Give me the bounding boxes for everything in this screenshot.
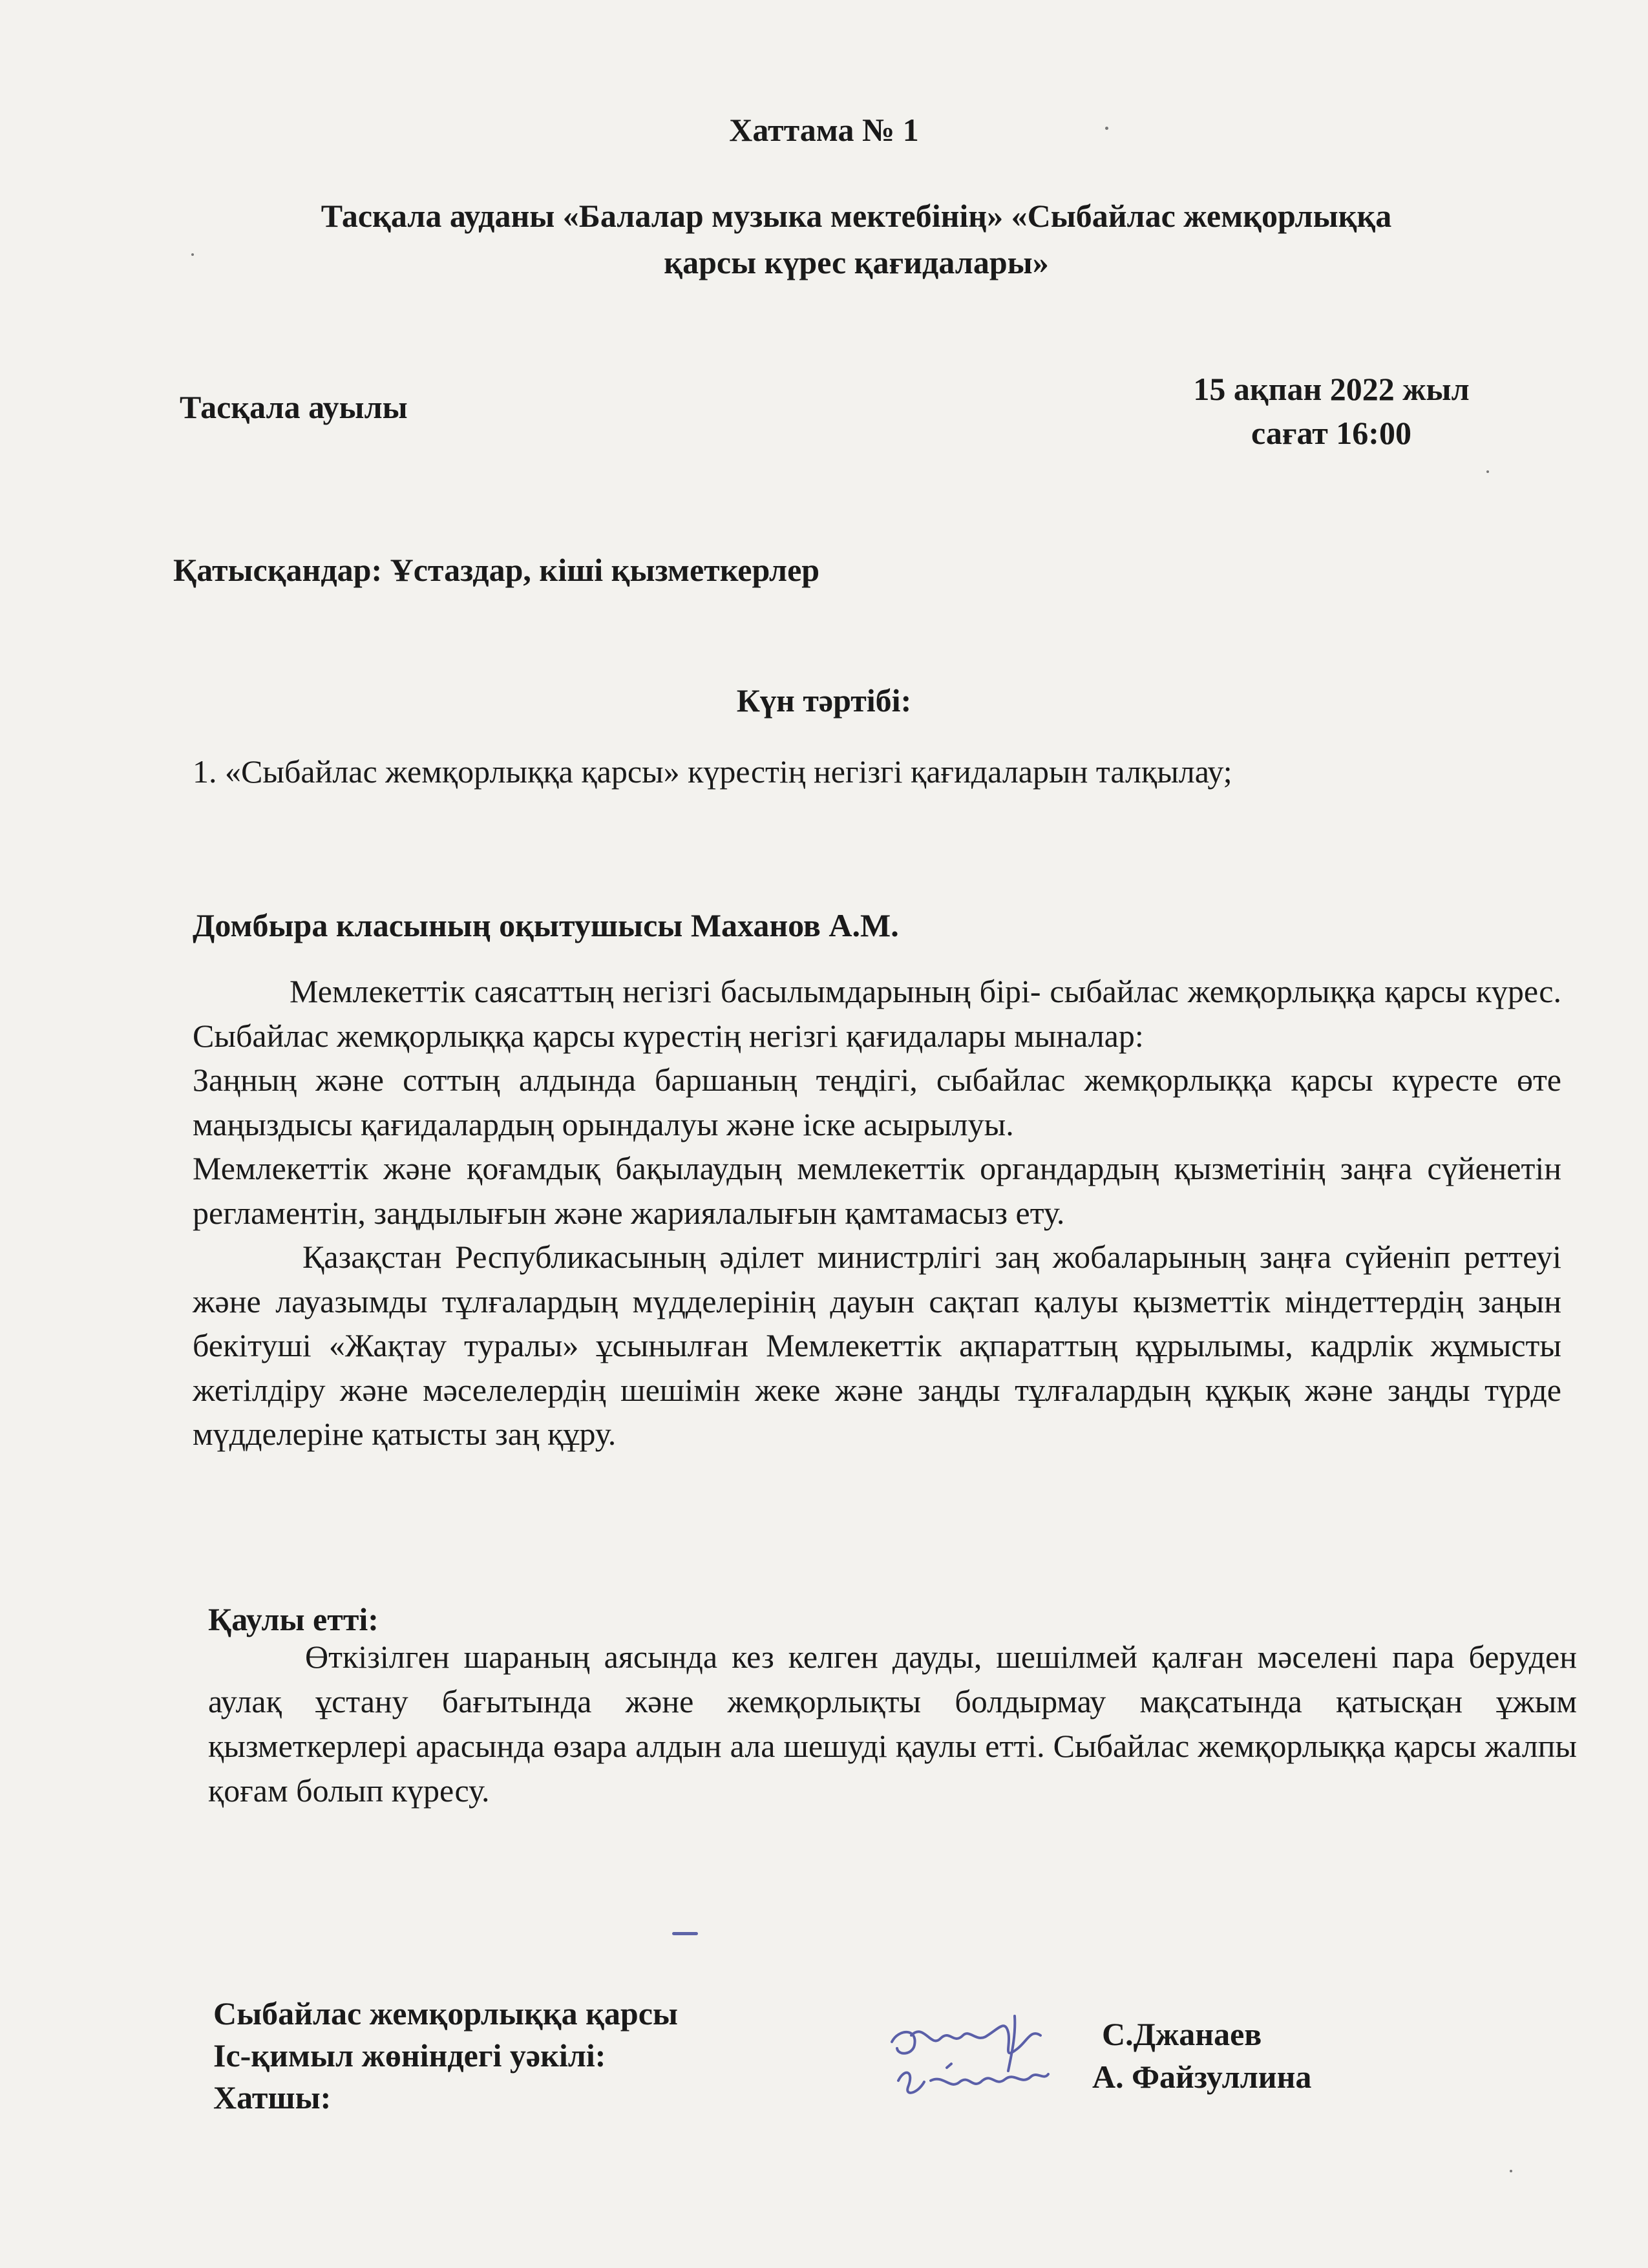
subtitle-line-2: қарсы күрес қағидалары» [664, 244, 1049, 280]
speaker-heading: Домбыра класының оқытушысы Маханов А.М. [193, 907, 899, 943]
meeting-date-block [1144, 367, 1519, 455]
speech-paragraph: Мемлекеттік және қоғамдық бақылаудың мемлекеттік органдардың қызметінің заңға сүйенетін регламентін, заңдылығын және жариялалығын қамтамасыз ету. [193, 1150, 1561, 1231]
signature-role-line-2: Іс-қимыл жөніндегі уәкілі: [213, 2037, 606, 2074]
scan-speck [672, 1932, 698, 1935]
speech-body [193, 969, 1561, 1456]
subtitle-line-1: Тасқала ауданы «Балалар музыка мектебінің» «Сыбайлас жемқорлыққа [321, 198, 1392, 234]
scan-speck [191, 253, 194, 256]
signature-role-line-1: Сыбайлас жемқорлыққа қарсы [213, 1995, 678, 2032]
handwritten-signature [879, 2010, 1073, 2119]
signatory-name-1: С.Джанаев [1102, 2016, 1262, 2052]
speech-paragraph: Мемлекеттік саясаттың негізгі басылымдарының бірі- сыбайлас жемқорлыққа қарсы күрес. Сыбайлас жемқорлыққа қарсы күрестің негізгі қағидалары мыналар: [193, 973, 1561, 1054]
participants: Қатысқандар: Ұстаздар, кіші қызметкерлер [173, 552, 820, 588]
resolution-body [208, 1635, 1577, 1813]
meeting-date: 15 ақпан 2022 жыл [1193, 371, 1470, 407]
scan-speck [1105, 127, 1108, 130]
meeting-place: Тасқала ауылы [180, 389, 408, 425]
speech-paragraph: Заңның және соттың алдында баршаның теңдігі, сыбайлас жемқорлыққа қарсы күресте өте маңыздысы қағидалардың орындалуы және іске асырылуы. [193, 1062, 1561, 1142]
meeting-time: сағат 16:00 [1251, 415, 1411, 451]
agenda-item: 1. «Сыбайлас жемқорлыққа қарсы» күрестің негізгі қағидаларын талқылау; [193, 753, 1232, 790]
resolution-text: Өткізілген шараның аясында кез келген дауды, шешілмей қалған мәселені пара беруден аулақ ұстану бағытында және жемқорлықты болдырмау мақсатында қатысқан ұжым қызметкерлері арасында өзара алдын ала шешуді қаулы етті. Сыбайлас жемқорлыққа қарсы жалпы қоғам болып күресу. [208, 1639, 1577, 1809]
scan-speck [1510, 2170, 1512, 2172]
signatory-name-2: А. Файзуллина [1092, 2059, 1312, 2095]
document-subtitle [194, 193, 1519, 286]
scan-speck [1486, 470, 1489, 473]
agenda-title: Күн тәртібі: [736, 682, 912, 719]
secretary-label: Хатшы: [213, 2079, 332, 2116]
resolution-title: Қаулы етті: [208, 1601, 379, 1637]
document-title: Хаттама № 1 [729, 112, 919, 148]
speech-paragraph: Қазақстан Республикасының әділет министрлігі заң жобаларының заңға сүйеніп реттеуі және лауазымды тұлғалардың мүдделерінің дауын сақтап қалуы қызметтік міндеттердің заңын бекітуші «Жақтау туралы» ұсынылған Мемлекеттік ақпараттың құрылымы, кадрлік жұмысты жетілдіру және мәселелердің шешімін жеке және заңды тұлғалардың құқық және заңды түрде мүдделеріне қатысты заң құру. [193, 1239, 1561, 1452]
